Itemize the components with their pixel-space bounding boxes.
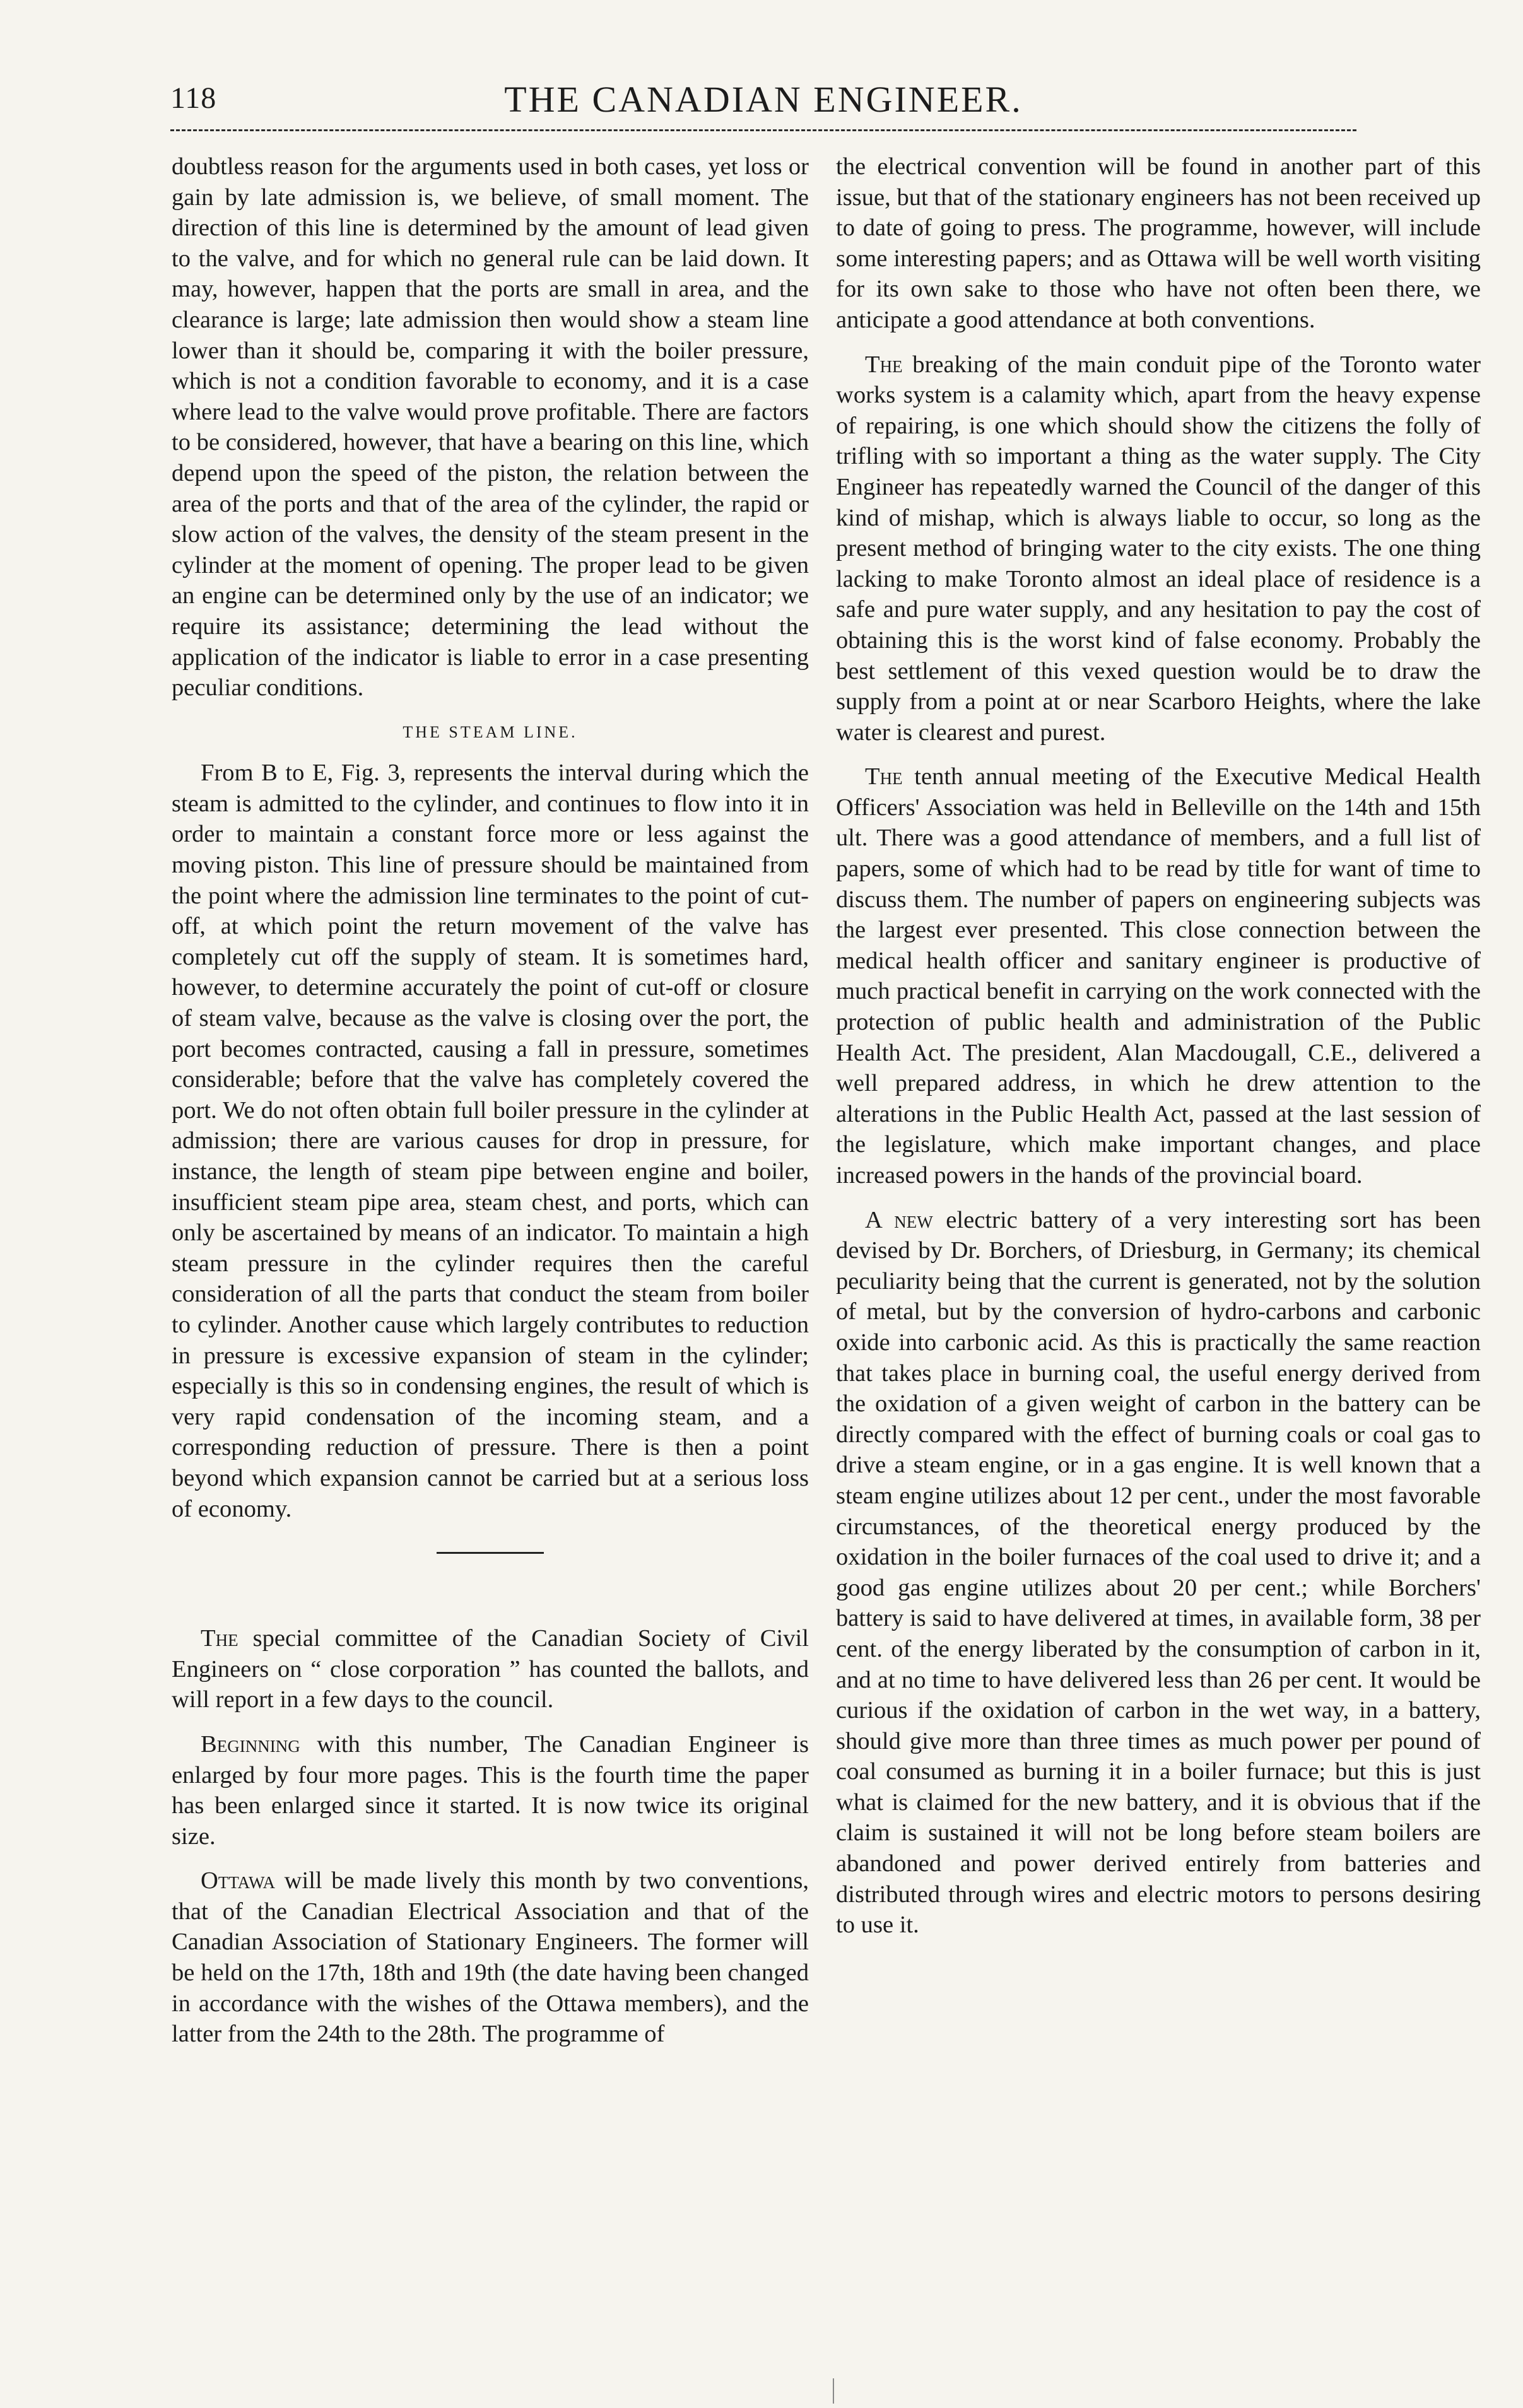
lead-word: The <box>865 763 903 790</box>
lead-word: Beginning <box>201 1730 300 1758</box>
news-item <box>172 1623 809 1715</box>
article-paragraph: doubtless reason for the arguments used in both cases, yet loss or gain by late admission is, we believe, of small moment. The direction of this line is determined by the amount of lead given to the valve, and for which no general rule can be laid down. It may, however, happen that the ports are small in area, and the clearance is large; late admission then would show a steam line lower than it should be, comparing it with the boiler pressure, which is not a condition favorable to economy, and it is a case where lead to the valve would prove profitable. There are factors to be considered, however, that have a bearing on this line, which depend upon the speed of the piston, the relation between the area of the ports and that of the area of the cylinder, the rapid or slow action of the valves, the density of the steam present in the cylinder at the moment of opening. The proper lead to be given an engine can be determined only by the use of an indicator; we require its assistance; determining the lead without the application of the indicator is liable to error in a case presenting peculiar conditions. <box>172 153 809 702</box>
section-separator <box>437 1552 544 1554</box>
news-item-text: electric battery of a very interesting sort has been devised by Dr. Borchers, of Driesburg, in Germany; its chemical peculiarity being that the current is generated, not by the solution of metal, but by the conversion of hydro-carbons and carbonic oxide into carbonic acid. As this is practically the same reaction that takes place in burning coal, the useful energy derived from the oxidation of a given weight of carbon in the battery can be directly compared with the effect of burning coals or coal gas to drive a steam engine, or in a gas engine. It is well known that a steam engine utilizes about 12 per cent., under the most favorable circumstances, of the theoretical energy produced by the oxidation in the boiler furnaces of the coal used to drive it; and a good gas engine utilizes about 20 per cent.; while Borchers' battery is said to have delivered at times, in available form, 38 per cent. of the energy liberated by the consumption of carbon in it, and at no time to have delivered less than 26 per cent. It would be curious if the oxidation of carbon in the wet way, in a battery, should give more than three times as much power per pound of coal consumed as burning it in a boiler furnace; but this is just what is claimed for the new battery, and it is obvious that if the claim is sustained it will not be long before steam boilers are abandoned and power derived entirely from batteries and distributed through wires and electric motors to persons desiring to use it. <box>836 1206 1481 1939</box>
lead-word: The <box>201 1625 238 1652</box>
news-item <box>836 1205 1481 1941</box>
journal-title: THE CANADIAN ENGINEER. <box>504 79 1023 120</box>
news-item-text: tenth annual meeting of the Executive Medical Health Officers' Association was held in Belleville on the 14th and 15th ult. There was a good attendance of members, and a full list of papers, some of which had to be read by title for want of time to discuss them. The number of papers on engineering subjects was the largest ever presented. This close connection between the medical health officer and sanitary engineer is productive of much practical benefit in carrying on the work connected with the protection of public health and administration of the Public Health Act. The president, Alan Macdougall, C.E., delivered a well prepared address, in which he drew attention to the alterations in the Public Health Act, passed at the last session of the legislature, which make important changes, and place increased powers in the hands of the provincial board. <box>836 763 1481 1189</box>
lead-word: A new <box>865 1206 933 1233</box>
news-item <box>836 349 1481 748</box>
news-item <box>836 761 1481 1190</box>
news-item <box>172 1729 809 1852</box>
lead-word: Ottawa <box>201 1867 276 1894</box>
right-column <box>836 151 1481 1954</box>
page-number: 118 <box>170 81 217 115</box>
article-paragraph: the electrical convention will be found in another part of this issue, but that of the stationary engineers has not been received up to date of going to press. The programme, however, will include some interesting papers; and as Ottawa will be well worth visiting for its own sake to those who have not often been there, we anticipate a good attendance at both conventions. <box>836 153 1481 333</box>
news-item-text: will be made lively this month by two conventions, that of the Canadian Electrical Association and that of the Canadian Association of Stationary Engineers. The former will be held on the 17th, 18th and 19th (the date having been changed in accordance with the wishes of the Ottawa members), and the latter from the 24th to the 28th. The programme of <box>172 1867 809 2048</box>
header-rule <box>170 129 1356 131</box>
news-item-text: special committee of the Canadian Society of Civil Engineers on “ close corporation ” has counted the ballots, and will report in a few days to the council. <box>172 1625 809 1713</box>
news-item-text: breaking of the main conduit pipe of the Toronto water works system is a calamity which, apart from the heavy expense of repairing, is one which should show the citizens the folly of trifling with so important a thing as the water supply. The City Engineer has repeatedly warned the Council of the danger of this kind of mishap, which is always liable to occur, so long as the present method of bringing water to the city exists. The one thing lacking to make Toronto almost an ideal place of residence is a safe and pure water supply, and any hesitation to pay the cost of obtaining this is the worst kind of false economy. Probably the best settlement of this vexed question would be to draw the supply from a point at or near Scarboro Heights, where the lake water is clearest and purest. <box>836 351 1481 746</box>
section-heading: THE STEAM LINE. <box>403 722 578 741</box>
lead-word: The <box>865 351 903 378</box>
print-mark <box>833 2378 834 2404</box>
news-item <box>172 1865 809 2050</box>
left-column <box>172 151 809 2064</box>
page-header <box>170 76 1356 126</box>
article-paragraph: From B to E, Fig. 3, represents the interval during which the steam is admitted to the cylinder, and continues to flow into it in order to maintain a constant force more or less against the moving piston. This line of pressure should be maintained from the point where the admission line terminates to the point of cut-off, at which point the return movement of the valve has completely cut off the supply of steam. It is sometimes hard, however, to determine accurately the point of cut-off or closure of steam valve, because as the valve is closing over the port, the port becomes contracted, causing a fall in pressure, sometimes considerable; before that the valve has completely covered the port. We do not often obtain full boiler pressure in the cylinder at admission; there are various causes for drop in pressure, for instance, the length of steam pipe between engine and boiler, insufficient steam pipe area, steam chest, and ports, which can only be ascertained by means of an indicator. To maintain a high steam pressure in the cylinder requires then the careful consideration of all the parts that conduct the steam from boiler to cylinder. Another cause which largely contributes to reduction in pressure is excessive expansion of steam in the cylinder; especially is this so in condensing engines, the result of which is very rapid condensation of the incoming steam, and a corresponding reduction of pressure. There is then a point beyond which expansion cannot be carried but at a serious loss of economy. <box>172 760 809 1522</box>
news-item-text: with this number, The Canadian Engineer is enlarged by four more pages. This is the fourth time the paper has been enlarged since it started. It is now twice its original size. <box>172 1730 809 1850</box>
